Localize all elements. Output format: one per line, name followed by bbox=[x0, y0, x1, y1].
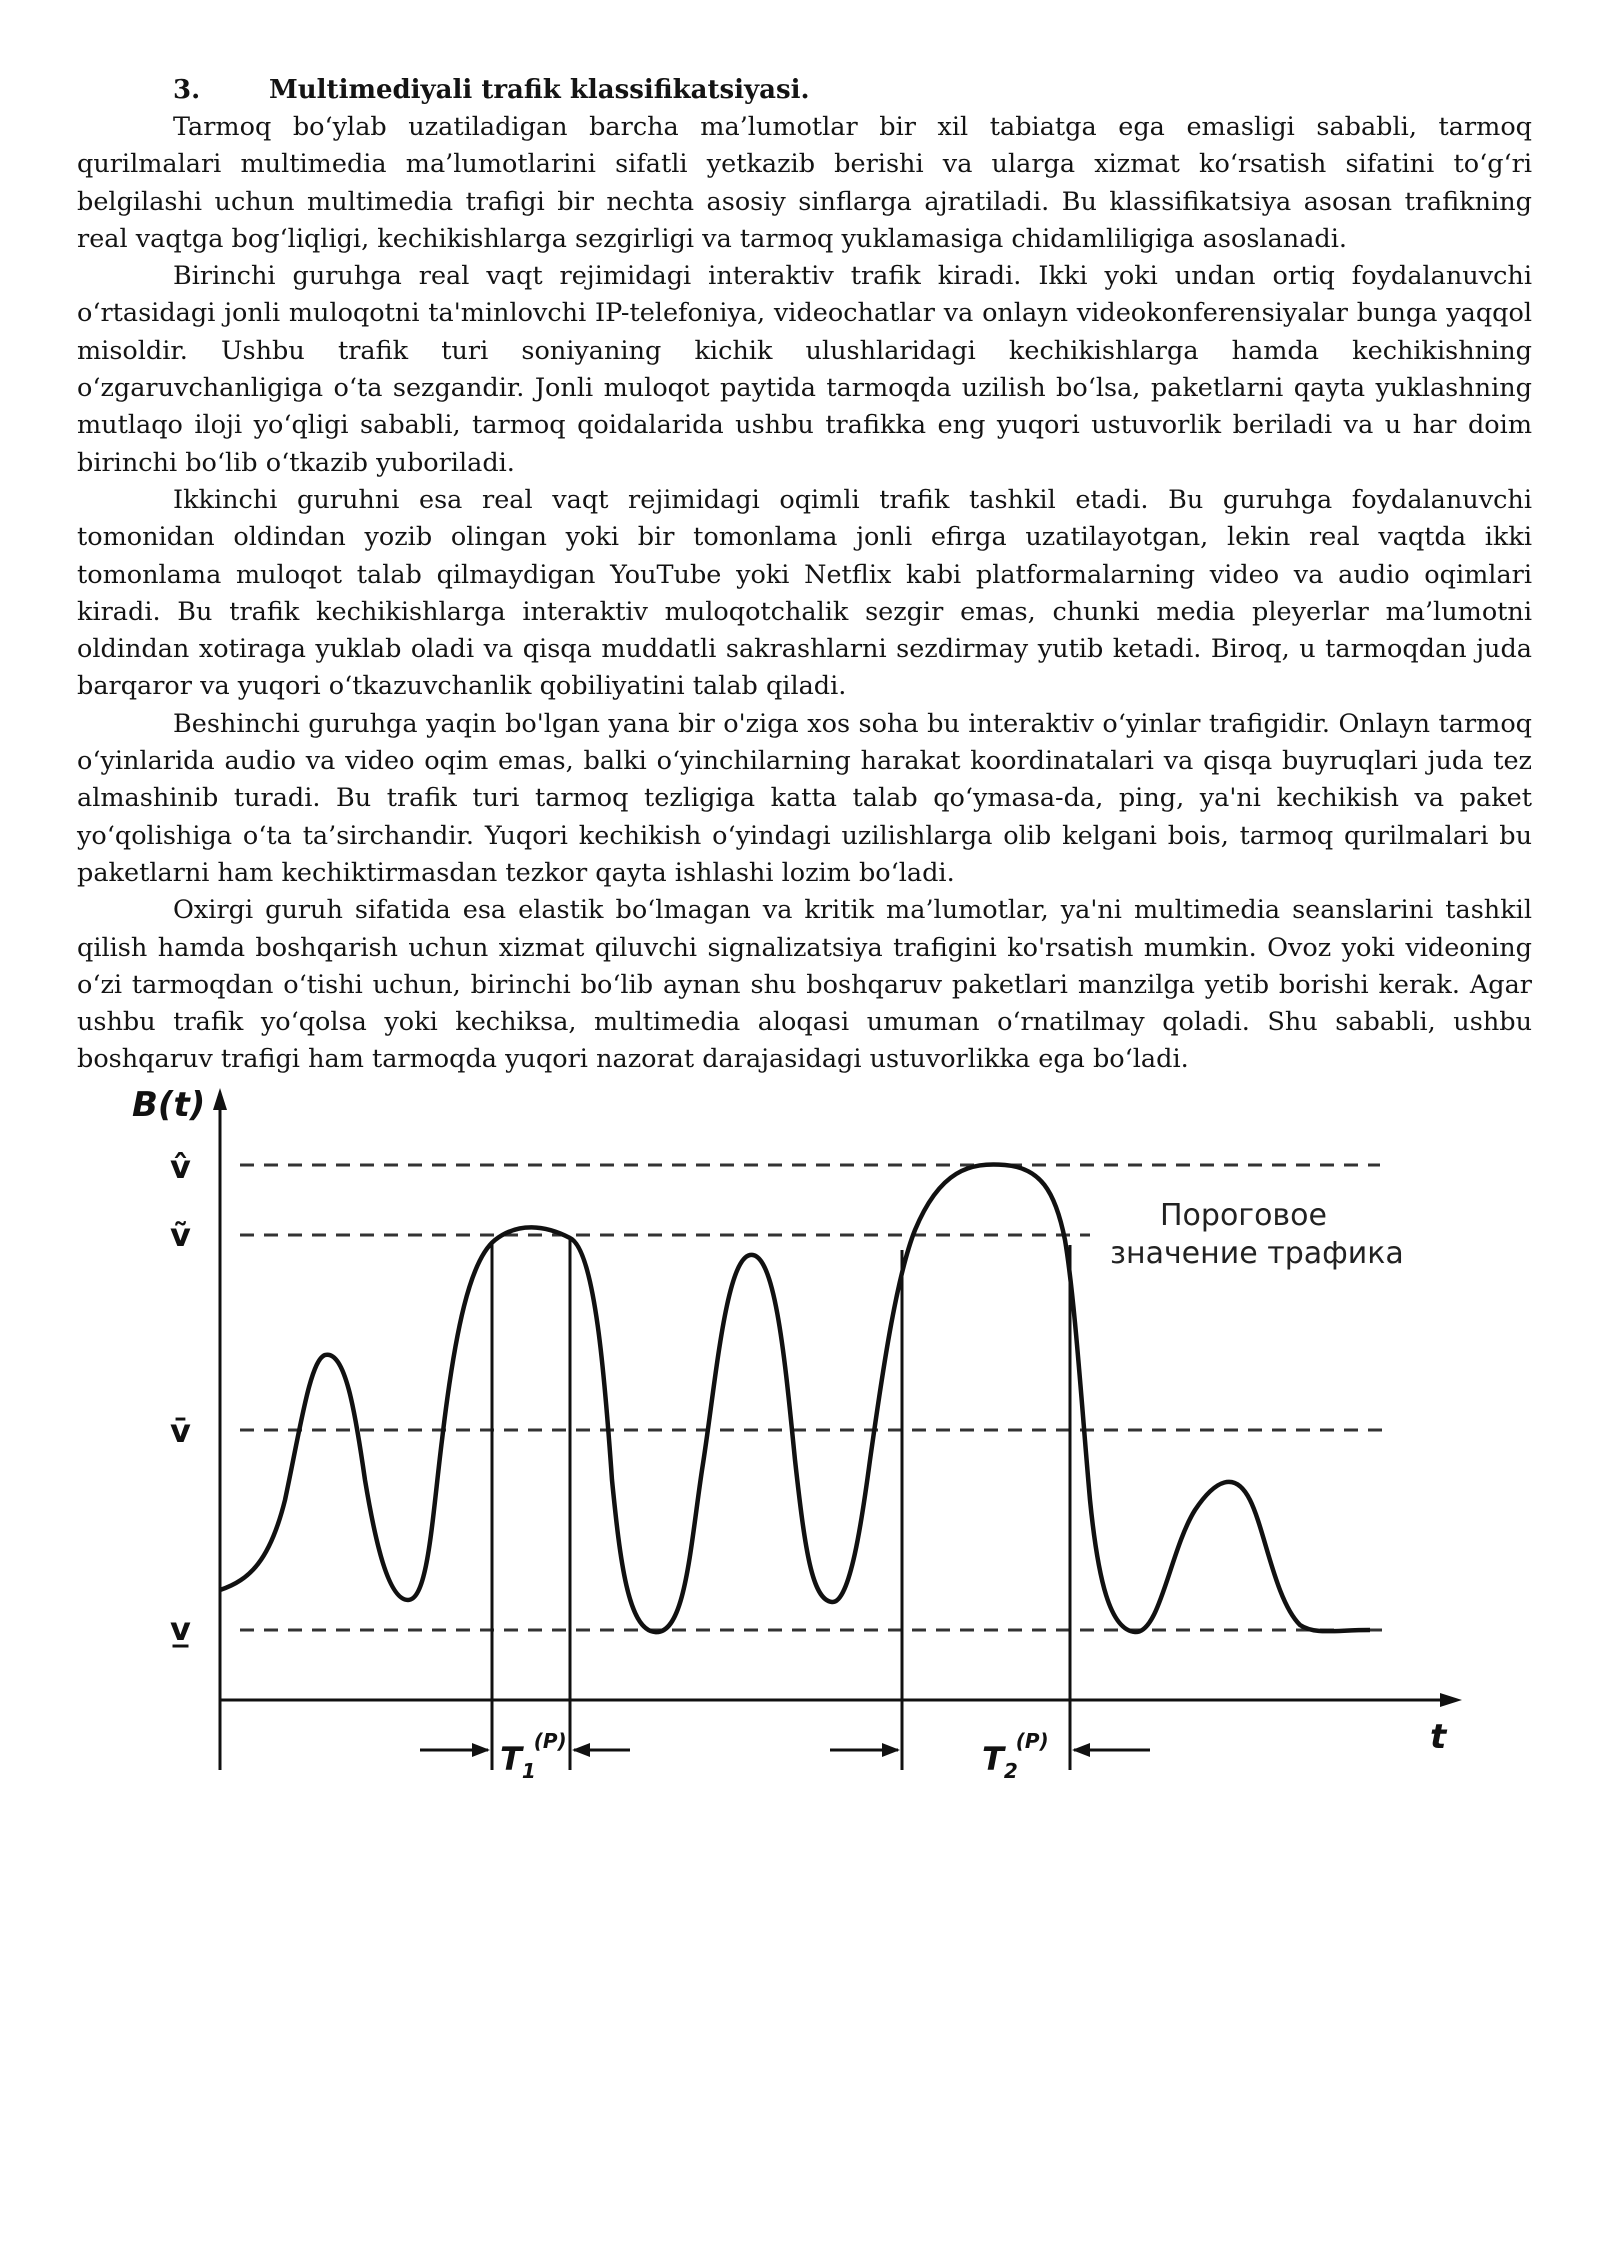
section-number: 3. bbox=[173, 75, 201, 105]
interval2-label bbox=[982, 1729, 1049, 1783]
interval1-left-arrow-head bbox=[472, 1743, 490, 1757]
interval1-subscript: 1 bbox=[521, 1759, 536, 1783]
paragraph-gaming-traffic: Beshinchi guruhga yaqin bo'lgan yana bir o'ziga xos soha bu interaktiv o‘yinlar trafigidir. Onlayn tarmoq o‘yinlarida audio va video oqim emas, balki o‘yinchilarning harakat koordinatalari va qisqa buyruqlari juda tez almashinib turadi. Bu trafik turi tarmoq tezligiga katta talab qo‘ymasa-da, ping, ya'ni kechikish va paket yo‘qolishiga o‘ta ta’sirchandir. Yuqori kechikish o‘yindagi uzilishlarga olib kelgani bois, tarmoq qurilmalari bu paketlarni ham kechiktirmasdan tezkor qayta ishlashi lozim bo‘ladi. bbox=[77, 708, 1532, 888]
interval2-subscript: 2 bbox=[1003, 1759, 1018, 1783]
document-body bbox=[77, 72, 1532, 1079]
interval2-letter: T bbox=[982, 1740, 1004, 1778]
paragraph-intro: Tarmoq bo‘ylab uzatiladigan barcha ma’lumotlar bir xil tabiatga ega emasligi sababli, tarmoq qurilmalari multimedia ma’lumotlarini sifatli yetkazib berishi va ularga xizmat ko‘rsatish sifatini to‘g‘ri belgilashi uchun multimedia trafigi bir nechta asosiy sinflarga ajratiladi. Bu klassifikatsiya asosan trafikning real vaqtga bog‘liqligi, kechikishlarga sezgirligi va tarmoq yuklamasiga chidamliligiga asoslanadi. bbox=[77, 112, 1532, 254]
x-axis-arrow bbox=[1440, 1693, 1462, 1707]
min-level-symbol: v̲ bbox=[170, 1610, 191, 1648]
interval2-superscript: (P) bbox=[1015, 1729, 1049, 1753]
paragraph-streaming-traffic: Ikkinchi guruhni esa real vaqt rejimidagi oqimli trafik tashkil etadi. Bu guruhga foydalanuvchi tomonidan oldindan yozib olingan yoki bir tomonlama jonli efirga uzatilayotgan, lekin real vaqtda ikki tomonlama muloqot talab qilmaydigan YouTube yoki Netflix kabi platformalarning video va audio oqimlari kiradi. Bu trafik kechikishlarga interaktiv muloqotchalik sezgir emas, chunki media pleyerlar ma’lumotni oldindan xotiraga yuklab oladi va qisqa muddatli sakrashlarni sezdirmay yutib ketadi. Biroq, u tarmoqdan juda barqaror va yuqori o‘tkazuvchanlik qobiliyatini talab qiladi. bbox=[77, 484, 1532, 702]
traffic-figure bbox=[132, 1080, 1470, 1800]
interval2-left-arrow-head bbox=[882, 1743, 900, 1757]
y-axis-label: B(t) bbox=[132, 1085, 206, 1125]
interval1-superscript: (P) bbox=[533, 1729, 567, 1753]
paragraph-interactive-traffic: Birinchi guruhga real vaqt rejimidagi interaktiv trafik kiradi. Ikki yoki undan ortiq foydalanuvchi o‘rtasidagi jonli muloqotni ta'minlovchi IP-telefoniya, videochatlar va onlayn videokonferensiyalar bunga yaqqol misoldir. Ushbu trafik turi soniyaning kichik ulushlaridagi kechikishlarga hamda kechikishning o‘zgaruvchanligiga o‘ta sezgandir. Jonli muloqot paytida tarmoqda uzilish bo‘lsa, paketlarni qayta yuklashning mutlaqo iloji yo‘qligi sababli, tarmoq qoidalarida ushbu trafikka eng yuqori ustuvorlik beriladi va u har doim birinchi bo‘lib o‘tkazib yuboriladi. bbox=[77, 261, 1532, 478]
interval1-right-arrow-head bbox=[572, 1743, 590, 1757]
peak-level-symbol: v̂ bbox=[170, 1148, 191, 1186]
interval1-letter: T bbox=[500, 1740, 522, 1778]
threshold-caption-line1: Пороговое bbox=[1160, 1198, 1327, 1233]
mean-level-symbol: v̄ bbox=[170, 1412, 191, 1450]
traffic-diagram-svg bbox=[132, 1080, 1470, 1800]
section-title: Multimediyali trafik klassifikatsiyasi. bbox=[269, 75, 810, 105]
threshold-caption-line2: значение трафика bbox=[1110, 1236, 1404, 1271]
interval2-right-arrow-head bbox=[1072, 1743, 1090, 1757]
section-heading bbox=[77, 72, 1532, 109]
paragraph-signaling-traffic: Oxirgi guruh sifatida esa elastik bo‘lmagan va kritik ma’lumotlar, ya'ni multimedia seanslarini tashkil qilish hamda boshqarish uchun xizmat qiluvchi signalizatsiya trafigini ko'rsatish mumkin. Ovoz yoki videoning o‘zi tarmoqdan o‘tishi uchun, birinchi bo‘lib aynan shu boshqaruv paketlari manzilga yetib borishi kerak. Agar ushbu trafik yo‘qolsa yoki kechiksa, multimedia aloqasi umuman o‘rnatilmay qoladi. Shu sababli, ushbu boshqaruv trafigi ham tarmoqda yuqori nazorat darajasidagi ustuvorlikka ega bo‘ladi. bbox=[77, 895, 1532, 1075]
threshold-level-symbol: ṽ bbox=[170, 1216, 191, 1254]
interval1-label bbox=[500, 1729, 567, 1783]
y-axis-arrow bbox=[213, 1088, 227, 1110]
x-axis-label: t bbox=[1430, 1717, 1447, 1757]
